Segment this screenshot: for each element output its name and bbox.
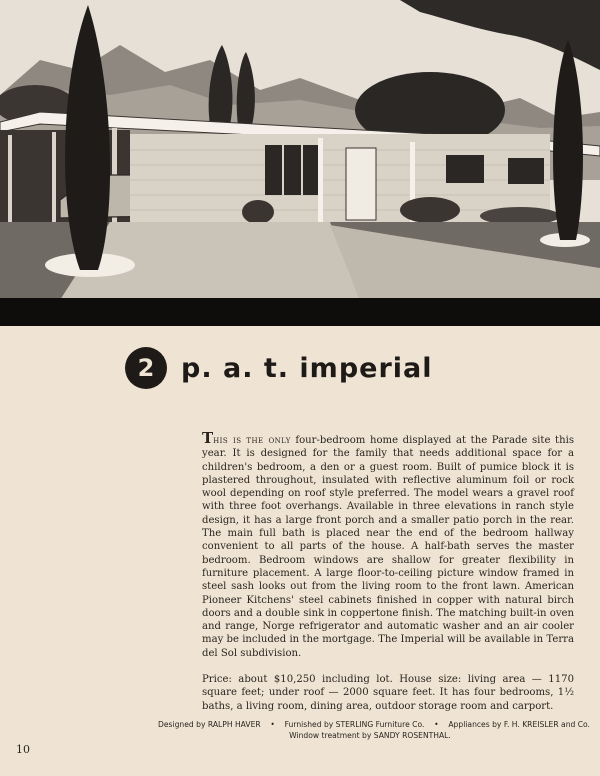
page-number: 10 bbox=[16, 743, 30, 756]
house-illustration bbox=[0, 0, 600, 326]
furniture-credit: Furnished by STERLING Furniture Co. bbox=[284, 720, 425, 729]
appliances-credit: Appliances by F. H. KREISLER and Co. bbox=[448, 720, 590, 729]
bullet-icon: • bbox=[270, 720, 275, 729]
section-title: p. a. t. imperial bbox=[181, 352, 433, 384]
designer-credit: Designed by RALPH HAVER bbox=[158, 720, 261, 729]
description-paragraph bbox=[202, 429, 574, 660]
price-paragraph: Price: about $10,250 including lot. House size: living area — 1170 square feet; under roof — 2000 square feet. It has four bedrooms, 1½ baths, a living room, dining area, outdoor storage room and carport. bbox=[202, 674, 574, 712]
bullet-icon: • bbox=[434, 720, 439, 729]
section-heading bbox=[125, 345, 433, 391]
lead-letter: T bbox=[202, 429, 214, 447]
credits-row bbox=[150, 719, 590, 730]
window-credit: Window treatment by SANDY ROSENTHAL. bbox=[289, 731, 451, 740]
lead-smallcaps: his is the only bbox=[213, 435, 291, 446]
description-text: four-bedroom home displayed at the Parade site this year. It is designed for the family that needs additional space for a children's bedroom, a den or a guest room. Built of pumice block it is plastered throughout, insulated with reflective aluminum foil or rock wool depending on roof style preferred. The model wears a gravel roof with three foot overhangs. Available in three elevations in ranch style design, it has a large front porch and a smaller patio porch in the rear. The main full bath is placed near the end of the bedroom hallway convenient to all parts of the house. A half-bath serves the master bedroom. Bedroom windows are shallow for greater flexibility in furniture placement. A large floor-to-ceiling picture window framed in steel sash looks out from the living room to the front lawn. American Pioneer Kitchens' steel cabinets finished in copper with natural birch doors and a double sink in coppertone finish. The matching built-in oven and range, Norge refrigerator and automatic washer and an air cooler may be included in the mortgage. The Imperial will be available in Terra del Sol subdivision. bbox=[202, 435, 574, 659]
article-body bbox=[202, 429, 574, 713]
section-number-badge: 2 bbox=[125, 347, 167, 389]
credits bbox=[150, 719, 590, 741]
